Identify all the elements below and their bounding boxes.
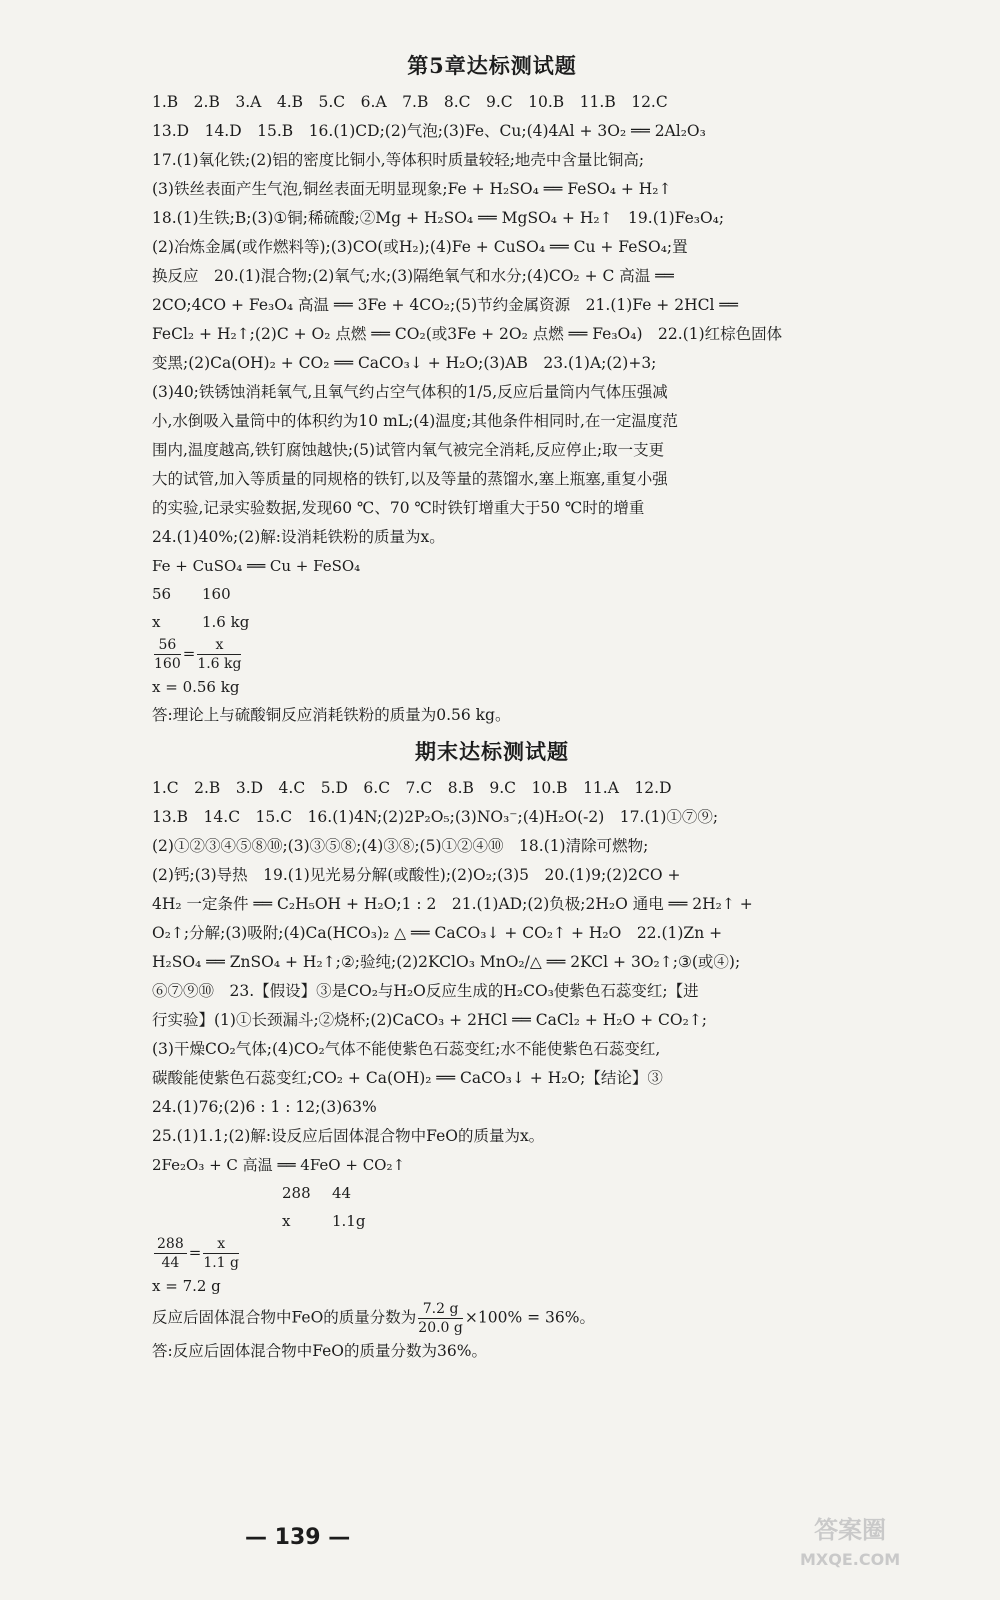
q25-result: x = 7.2 g	[152, 1277, 221, 1295]
numerator: x	[197, 636, 241, 655]
answer-line: 大的试管,加入等质量的同规格的铁钉,以及等量的蒸馏水,塞上瓶塞,重复小强	[152, 470, 668, 488]
answer-line: (3)40;铁锈蚀消耗氧气,且氧气约占空气体积的1/5,反应后量筒内气体压强减	[152, 383, 668, 401]
answer-line: 变黑;(2)Ca(OH)₂ + CO₂ ══ CaCO₃↓ + H₂O;(3)AB 23.(1)A;(2)+3;	[152, 354, 657, 372]
final-title: 期末达标测试题	[415, 739, 569, 764]
q25-head: 25.(1)1.1;(2)解:设反应后固体混合物中FeO的质量为x。	[152, 1127, 545, 1145]
numerator: x	[203, 1235, 239, 1254]
q25-values	[152, 1207, 832, 1235]
answer-line: 13.D 14.D 15.B 16.(1)CD;(2)气泡;(3)Fe、Cu;(4)4Al + 3O₂ ══ 2Al₂O₃	[152, 122, 706, 140]
denominator: 44	[161, 1255, 180, 1271]
answer-line: 碳酸能使紫色石蕊变红;CO₂ + Ca(OH)₂ ══ CaCO₃↓ + H₂O;【结论】③	[152, 1069, 663, 1087]
answer-line: 18.(1)生铁;B;(3)①铜;稀硫酸;②Mg + H₂SO₄ ══ MgSO₄ + H₂↑ 19.(1)Fe₃O₄;	[152, 209, 725, 227]
molar-mass: 44	[332, 1184, 352, 1202]
fraction	[154, 1235, 187, 1272]
q24-result: x = 0.56 kg	[152, 678, 240, 696]
answer-line: 17.(1)氧化铁;(2)铝的密度比铜小,等体积时质量较轻;地壳中含量比铜高;	[152, 151, 645, 169]
fraction	[154, 636, 181, 673]
answer-line: 2CO;4CO + Fe₃O₄ 高温 ══ 3Fe + 4CO₂;(5)节约金属资源 21.(1)Fe + 2HCl ══	[152, 296, 738, 314]
answer-line: (3)铁丝表面产生气泡,铜丝表面无明显现象;Fe + H₂SO₄ ══ FeSO₄ + H₂↑	[152, 180, 672, 198]
q25-proportion: $\frac{288}{44}$ = $\frac{x}{1.1 g}$	[152, 1235, 832, 1272]
molar-mass: 288	[282, 1184, 311, 1202]
answer-line: 13.B 14.C 15.C 16.(1)4N;(2)2P₂O₅;(3)NO₃⁻;(4)H₂O(-2) 17.(1)①⑦⑨;	[152, 808, 719, 826]
answer-line: (3)干燥CO₂气体;(4)CO₂气体不能使紫色石蕊变红;水不能使紫色石蕊变红,	[152, 1040, 661, 1058]
answer-line: H₂SO₄ ══ ZnSO₄ + H₂↑;②;验纯;(2)2KClO₃ MnO₂/△ ══ 2KCl + 3O₂↑;③(或④);	[152, 953, 741, 971]
answer-line: 1.B 2.B 3.A 4.B 5.C 6.A 7.B 8.C 9.C 10.B 11.B 12.C	[152, 93, 668, 111]
answer-line: (2)①②③④⑤⑧⑩;(3)③⑤⑧;(4)③⑧;(5)①②④⑩ 18.(1)清除可燃物;	[152, 837, 649, 855]
numerator: 288	[154, 1235, 187, 1254]
watermark-logo	[800, 1515, 900, 1575]
answer-line: (2)冶炼金属(或作燃料等);(3)CO(或H₂);(4)Fe + CuSO₄ ══ Cu + FeSO₄;置	[152, 238, 688, 256]
numerator: 7.2 g	[418, 1300, 463, 1319]
q24-proportion: $\frac{56}{160}$ = $\frac{x}{1.6 kg}$	[154, 637, 242, 672]
q24-equation: Fe + CuSO₄ ══ Cu + FeSO₄	[152, 557, 361, 575]
chapter5-answers	[152, 88, 832, 523]
known-value: 1.6 kg	[202, 613, 250, 631]
denominator: 160	[154, 656, 181, 672]
q24-head: 24.(1)40%;(2)解:设消耗铁粉的质量为x。	[152, 528, 445, 546]
q25-percentage	[152, 1300, 832, 1337]
answer-line: 小,水倒吸入量筒中的体积约为10 mL;(4)温度;其他条件相同时,在一定温度范	[152, 412, 678, 430]
answer-line: O₂↑;分解;(3)吸附;(4)Ca(HCO₃)₂ △ ══ CaCO₃↓ + CO₂↑ + H₂O 22.(1)Zn +	[152, 924, 723, 942]
fraction	[203, 1235, 239, 1272]
molar-mass: 56	[152, 585, 172, 603]
answer-line: 行实验】(1)①长颈漏斗;②烧杯;(2)CaCO₃ + 2HCl ══ CaCl₂ + H₂O + CO₂↑;	[152, 1011, 708, 1029]
answer-line: 的实验,记录实验数据,发现60 ℃、70 ℃时铁钉增重大于50 ℃时的增重	[152, 499, 645, 517]
denominator: 1.1 g	[203, 1255, 239, 1271]
q25-solution	[152, 1122, 832, 1366]
answer-line: (2)钙;(3)导热 19.(1)见光易分解(或酸性);(2)O₂;(3)5 20.(1)9;(2)2CO +	[152, 866, 681, 884]
final-answers	[152, 774, 832, 1122]
unknown-x: x	[282, 1212, 291, 1230]
denominator: 20.0 g	[418, 1320, 463, 1336]
q25-answer: 答:反应后固体混合物中FeO的质量分数为36%。	[152, 1342, 487, 1360]
watermark-url: MXQE.COM	[800, 1550, 901, 1569]
q24-masses	[152, 580, 832, 608]
answer-line: 1.C 2.B 3.D 4.C 5.D 6.C 7.C 8.B 9.C 10.B 11.A 12.D	[152, 779, 672, 797]
answer-page	[152, 44, 832, 1366]
answer-line: 围内,温度越高,铁钉腐蚀越快;(5)试管内氧气被完全消耗,反应停止;取一支更	[152, 441, 665, 459]
answer-line: 24.(1)76;(2)6 : 1 : 12;(3)63%	[152, 1098, 377, 1116]
page-number: — 139 —	[245, 1525, 351, 1550]
answer-line: 换反应 20.(1)混合物;(2)氧气;水;(3)隔绝氧气和水分;(4)CO₂ + C 高温 ══	[152, 267, 674, 285]
denominator: 1.6 kg	[197, 656, 242, 672]
percentage-text: 反应后固体混合物中FeO的质量分数为	[152, 1308, 417, 1327]
fraction	[418, 1300, 463, 1337]
known-value: 1.1g	[332, 1212, 366, 1230]
answer-line: FeCl₂ + H₂↑;(2)C + O₂ 点燃 ══ CO₂(或3Fe + 2O₂ 点燃 ══ Fe₃O₄) 22.(1)红棕色固体	[152, 325, 783, 343]
molar-mass: 160	[202, 585, 231, 603]
fraction	[197, 636, 241, 673]
q24-solution	[152, 523, 832, 730]
q25-masses	[152, 1179, 832, 1207]
watermark-text: 答案圈	[814, 1516, 887, 1544]
q24-values	[152, 608, 832, 636]
percentage-result: ×100% = 36%。	[464, 1308, 595, 1327]
answer-line: ⑥⑦⑨⑩ 23.【假设】③是CO₂与H₂O反应生成的H₂CO₃使紫色石蕊变红;【进	[152, 982, 699, 1000]
chapter5-title: 第5章达标测试题	[407, 53, 577, 78]
numerator: 56	[154, 636, 181, 655]
q24-answer: 答:理论上与硫酸铜反应消耗铁粉的质量为0.56 kg。	[152, 706, 511, 724]
q25-equation: 2Fe₂O₃ + C 高温 ══ 4FeO + CO₂↑	[152, 1156, 406, 1174]
answer-line: 4H₂ 一定条件 ══ C₂H₅OH + H₂O;1 : 2 21.(1)AD;(2)负极;2H₂O 通电 ══ 2H₂↑ +	[152, 895, 753, 913]
unknown-x: x	[152, 613, 161, 631]
